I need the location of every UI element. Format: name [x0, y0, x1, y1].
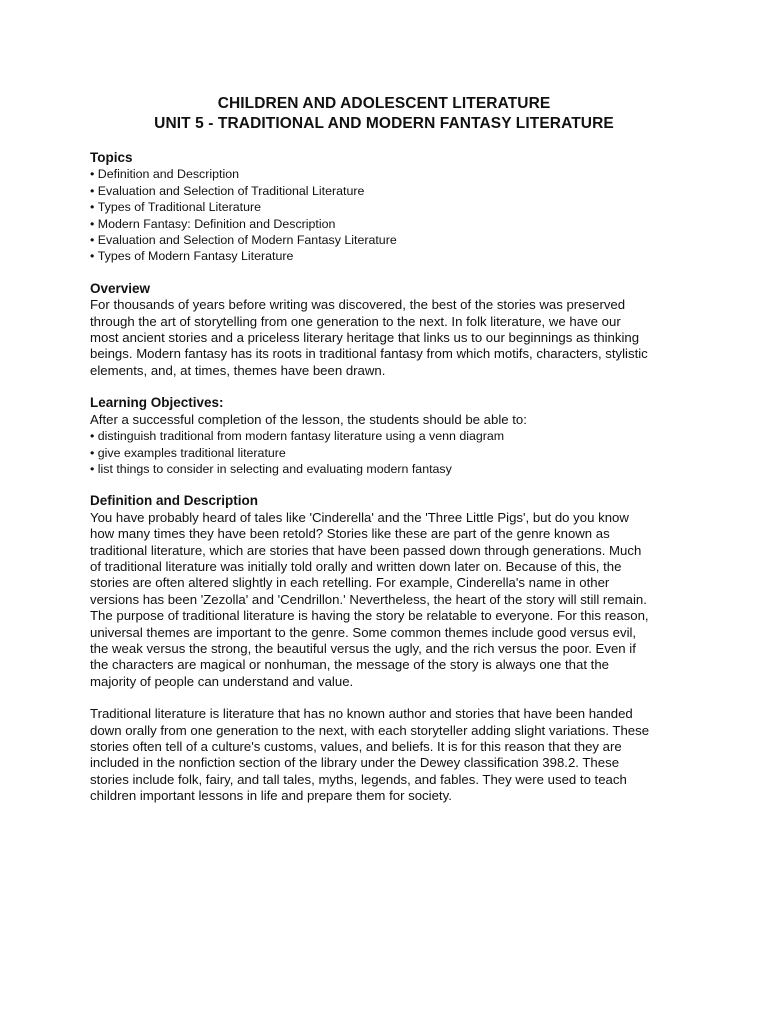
paragraph-line: majority of people can understand and value. — [90, 673, 354, 689]
paragraph-line: universal themes are important to the genre. Some common themes include good versus evil, — [90, 624, 637, 640]
paragraph-line: traditional literature, which are stories that have been passed down through generations. Much — [90, 542, 642, 558]
paragraph-line: You have probably heard of tales like 'Cinderella' and the 'Three Little Pigs', but do you know — [90, 509, 629, 525]
course-title: CHILDREN AND ADOLESCENT LITERATURE — [217, 95, 551, 112]
overview-line: through the art of storytelling from one generation to the next. In folk literature, we have our — [90, 313, 621, 329]
paragraph-line: the weak versus the strong, the beautiful versus the ugly, and the rich versus the poor. Even if — [90, 640, 636, 656]
paragraph-line: children important lessons in life and prepare them for society. — [90, 788, 452, 804]
section-gap — [90, 379, 690, 395]
document-title — [0, 94, 768, 134]
paragraph-gap — [90, 690, 690, 706]
document-body — [90, 150, 690, 805]
paragraph-line: versions has been 'Zezolla' and 'Cendrillon.' Nevertheless, the heart of the story will still remain. — [90, 591, 647, 607]
topic-item: • Evaluation and Selection of Modern Fantasy Literature — [90, 232, 690, 248]
topic-item: • Types of Modern Fantasy Literature — [90, 248, 690, 264]
paragraph-line: stories include folk, fairy, and tall tales, myths, legends, and fables. They were used to teach — [90, 771, 627, 787]
section-gap — [90, 477, 690, 493]
objective-item: • list things to consider in selecting and evaluating modern fantasy — [90, 461, 690, 477]
overview-section — [90, 281, 690, 379]
definition-heading: Definition and Description — [90, 493, 259, 509]
overview-line: most ancient stories and a priceless literary heritage that links us to our beginnings as thinking — [90, 330, 640, 346]
topic-item: • Evaluation and Selection of Traditional Literature — [90, 183, 690, 199]
objectives-heading: Learning Objectives: — [90, 395, 224, 411]
paragraph-line: Traditional literature is literature that has no known author and stories that have been handed — [90, 706, 633, 722]
section-gap — [90, 265, 690, 281]
definition-paragraph-2 — [90, 706, 690, 804]
topic-item: • Modern Fantasy: Definition and Description — [90, 216, 690, 232]
overview-line: For thousands of years before writing was discovered, the best of the stories was preserved — [90, 297, 626, 313]
topics-heading: Topics — [90, 150, 133, 165]
paragraph-line: how many times they have been retold? Stories like these are part of the genre known as — [90, 526, 610, 542]
overview-line: elements, and, at times, themes have been drawn. — [90, 362, 386, 378]
objectives-intro: After a successful completion of the lesson, the students should be able to: — [90, 411, 527, 427]
topic-item: • Definition and Description — [90, 166, 690, 182]
objective-item: • give examples traditional literature — [90, 445, 690, 461]
overview-heading: Overview — [90, 280, 151, 296]
definition-paragraph-1 — [90, 510, 690, 690]
objective-item: • distinguish traditional from modern fantasy literature using a venn diagram — [90, 428, 690, 444]
paragraph-line: included in the nonfiction section of the library under the Dewey classification 398.2. These — [90, 755, 620, 771]
paragraph-line: The purpose of traditional literature is having the story be relatable to everyone. For this reason, — [90, 608, 649, 624]
topics-list — [90, 166, 690, 264]
objectives-list — [90, 428, 690, 477]
paragraph-line: the characters are magical or nonhuman, the message of the story is always one that the — [90, 657, 609, 673]
paragraph-line: stories often tell of a culture's customs, values, and beliefs. It is for this reason that they are — [90, 739, 622, 754]
paragraph-line: of traditional literature was initially told orally and written down later on. Because of this, the — [90, 558, 622, 574]
overview-line: beings. Modern fantasy has its roots in traditional fantasy from which motifs, characters, stylistic — [90, 346, 648, 362]
paragraph-line: stories are often altered slightly in each retelling. For example, Cinderella's name in other — [90, 575, 610, 591]
unit-title: UNIT 5 - TRADITIONAL AND MODERN FANTASY LITERATURE — [154, 115, 614, 132]
topic-item: • Types of Traditional Literature — [90, 199, 690, 215]
paragraph-line: down orally from one generation to the next, with each storyteller adding slight variations. These — [90, 722, 650, 738]
topics-section — [90, 150, 690, 265]
definition-section — [90, 493, 690, 804]
objectives-section — [90, 395, 690, 477]
